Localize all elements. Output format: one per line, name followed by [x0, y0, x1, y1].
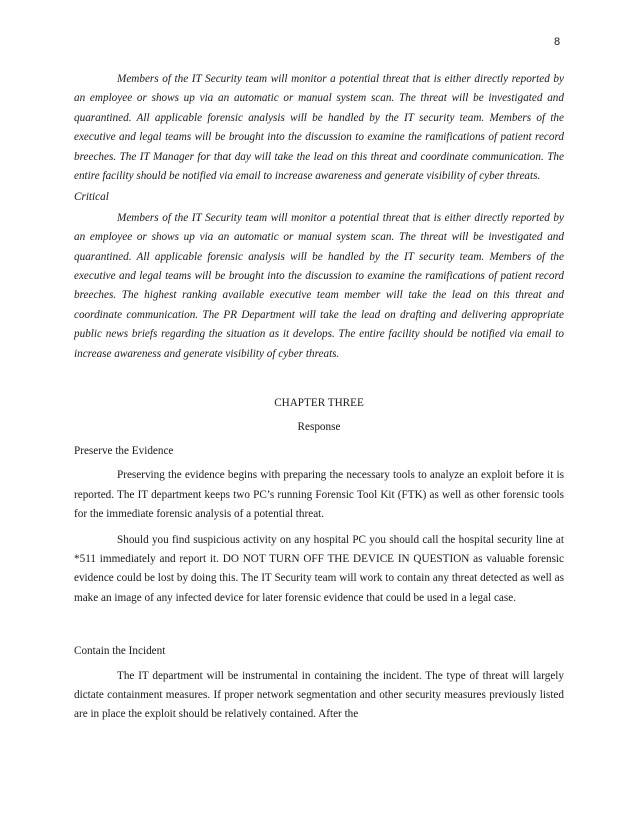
preserve-paragraph-1: Preserving the evidence begins with preparing the necessary tools to analyze an exploit before it is reported. The IT department keeps two PC’s running Forensic Tool Kit (FTK) as well as other forensic tools for the immediate forensic analysis of a potential threat.: [74, 469, 564, 521]
chapter-subtitle: Response: [297, 420, 341, 433]
critical-paragraph: Members of the IT Security team will monitor a potential threat that is either directly reported by an employee or shows up via an automatic or manual system scan. The threat will be investigated and quarantined. All applicable forensic analysis will be handled by the IT security team. Members of the executive and legal teams will be brought into the discussion to examine the ramifications of patient record breeches. The highest ranking available executive team member will take the lead on this threat and coordinate communication. The PR Department will take the lead on drafting and delivering appropriate public news briefs regarding the situation as it develops. The entire facility should be notified via email to increase awareness and generate visibility of cyber threats.: [74, 211, 564, 360]
chapter-title: CHAPTER THREE: [274, 397, 364, 410]
document-body: [74, 70, 564, 725]
contain-paragraph: The IT department will be instrumental in containing the incident. The type of threat will largely dictate containment measures. If proper network segmentation and other security measures previously listed are in place the exploit should be relatively contained. After the: [74, 669, 564, 721]
intro-paragraph: Members of the IT Security team will monitor a potential threat that is either directly reported by an employee or shows up via an automatic or manual system scan. The threat will be investigated and quarantined. All applicable forensic analysis will be handled by the IT security team. Members of the executive and legal teams will be brought into the discussion to examine the ramifications of patient record breeches. The IT Manager for that day will take the lead on this threat and coordinate communication. The entire facility should be notified via email to increase awareness and generate visibility of cyber threats.: [74, 73, 564, 183]
preserve-heading: Preserve the Evidence: [74, 444, 174, 457]
critical-heading: Critical: [74, 191, 109, 204]
preserve-paragraph-2: Should you find suspicious activity on any hospital PC you should call the hospital security line at *511 immediately and report it. DO NOT TURN OFF THE DEVICE IN QUESTION as valuable forensic evidence could be lost by doing this. The IT Security team will work to contain any threat detected as well as make an image of any infected device for later forensic evidence that could be used in a legal case.: [74, 533, 564, 604]
contain-heading: Contain the Incident: [74, 645, 166, 658]
page-number: 8: [554, 36, 561, 48]
